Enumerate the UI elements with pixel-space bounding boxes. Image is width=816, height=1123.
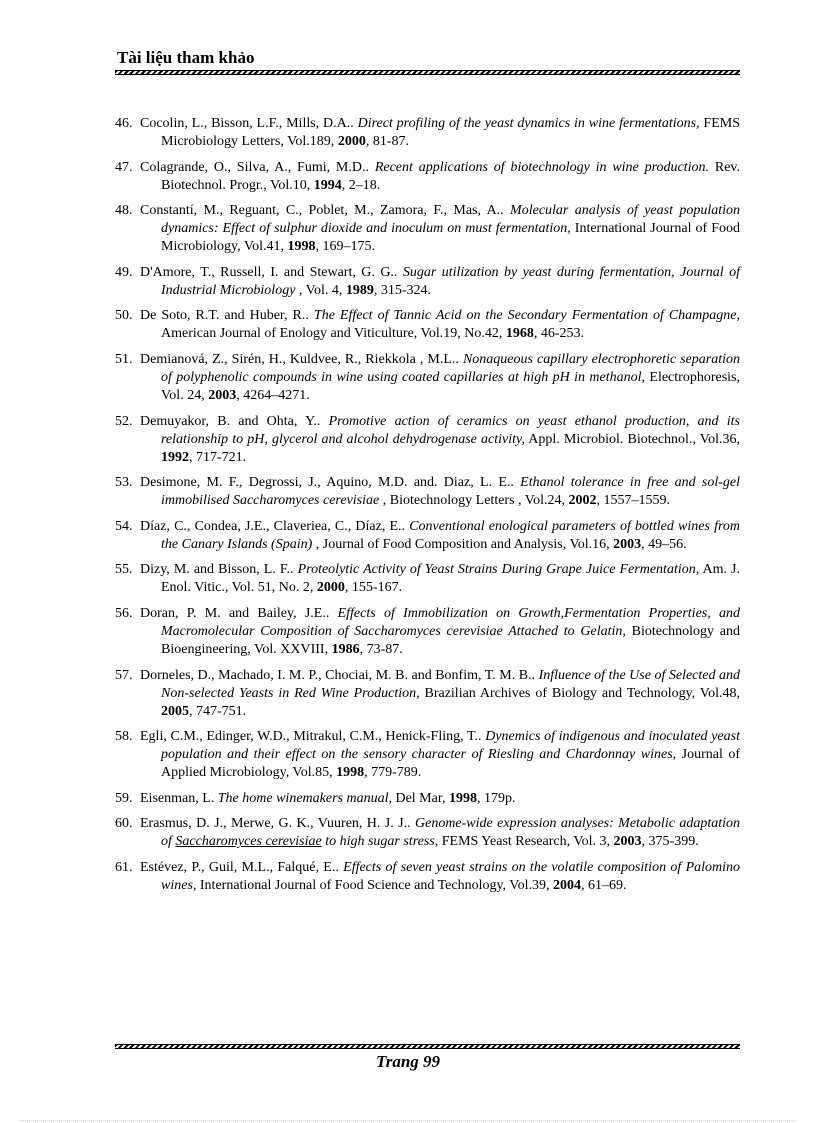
reference-item	[115, 859, 740, 895]
reference-pages: , 4264–4271.	[236, 387, 310, 403]
reference-pages: , 2–18.	[341, 177, 381, 193]
reference-item	[115, 815, 740, 851]
reference-number: 48.	[115, 203, 133, 219]
header-title: Tài liệu tham khảo	[117, 48, 255, 67]
reference-pages: , 1557–1559.	[596, 493, 670, 509]
footer-rule	[115, 1044, 740, 1049]
reference-year: 2003	[208, 387, 237, 403]
reference-number: 47.	[115, 159, 133, 175]
reference-pages: , 155-167.	[344, 580, 403, 596]
reference-year: 2003	[613, 536, 642, 552]
reference-pages: , 779-789.	[364, 765, 422, 781]
reference-source: International Journal of Food Science and Technology, Vol.39,	[196, 877, 553, 893]
reference-source: Journal of Applied Microbiology, Vol.85,	[161, 747, 740, 781]
reference-authors: Eisenman, L.	[140, 790, 218, 806]
reference-item	[115, 728, 740, 782]
reference-source: , Vol. 4,	[295, 282, 346, 298]
reference-title: The home winemakers manual,	[217, 790, 392, 806]
reference-year: 1998	[287, 239, 316, 255]
reference-authors: Díaz, C., Condea, J.E., Claveriea, C., Díaz, E..	[140, 518, 410, 534]
reference-title: Nonaqueous capillary electrophoretic separation of polyphenolic compounds in wine using coated capillaries at high pH in methanol,	[161, 351, 741, 385]
reference-source: American Journal of Enology and Viticulture, Vol.19, No.42,	[161, 326, 506, 342]
reference-title: Genome-wide expression analyses: Metabolic adaptation of	[161, 816, 740, 850]
reference-pages: , 315-324.	[373, 282, 432, 298]
reference-item	[115, 605, 740, 659]
reference-item	[115, 159, 740, 195]
reference-title: Sugar utilization by yeast during fermentation, Journal of Industrial Microbiology	[161, 264, 740, 298]
page-edge	[20, 1120, 796, 1121]
reference-item	[115, 307, 740, 343]
reference-number: 54.	[115, 518, 133, 534]
reference-item	[115, 667, 740, 721]
reference-authors: Egli, C.M., Edinger, W.D., Mitrakul, C.M., Henick-Fling, T..	[140, 729, 486, 745]
reference-title: Ethanol tolerance in free and sol-gel immobilised Saccharomyces cerevisiae	[161, 475, 740, 509]
reference-number: 46.	[115, 116, 133, 131]
reference-pages: , 169–175.	[315, 239, 376, 255]
reference-year: 2003	[613, 834, 642, 850]
reference-pages: , 179p.	[476, 790, 516, 806]
reference-year: 1989	[345, 282, 374, 298]
reference-title: Direct profiling of the yeast dynamics in wine fermentations,	[357, 116, 700, 131]
reference-authors: Constantí, M., Reguant, C., Poblet, M., Zamora, F., Mas, A..	[140, 203, 511, 219]
reference-authors: Erasmus, D. J., Merwe, G. K., Vuuren, H. J. J..	[140, 816, 415, 832]
reference-number: 56.	[115, 605, 133, 621]
reference-pages: , 73-87.	[359, 641, 403, 657]
header-rule	[115, 70, 740, 75]
reference-year: 2000	[337, 134, 366, 149]
reference-source: Del Mar,	[391, 790, 449, 806]
reference-title: Promotive action of ceramics on yeast ethanol production, and its relationship to pH, glycerol and alcohol dehydrogenase activity,	[161, 413, 740, 447]
reference-year: 1968	[505, 326, 534, 342]
reference-authors: Desimone, M. F., Degrossi, J., Aquino, M.D. and. Diaz, L. E..	[140, 475, 521, 491]
reference-year: 2004	[553, 877, 581, 893]
reference-title: Recent applications of biotechnology in wine production.	[374, 159, 710, 175]
reference-authors: Doran, P. M. and Bailey, J.E..	[140, 605, 338, 621]
reference-authors: Dizy, M. and Bisson, L. F..	[140, 562, 298, 578]
reference-number: 57.	[115, 667, 133, 683]
reference-year: 2005	[161, 703, 189, 719]
reference-year: 1992	[161, 449, 189, 465]
reference-year: 1994	[313, 177, 342, 193]
reference-source: FEMS Microbiology Letters, Vol.189,	[161, 116, 740, 149]
reference-authors: Demuyakor, B. and Ohta, Y..	[140, 413, 329, 429]
reference-pages: , 46-253.	[533, 326, 585, 342]
reference-number: 59.	[115, 790, 133, 806]
reference-number: 60.	[115, 816, 133, 832]
reference-source: Rev. Biotechnol. Progr., Vol.10,	[161, 159, 740, 193]
reference-source: International Journal of Food Microbiology, Vol.41,	[161, 221, 740, 255]
reference-title: The Effect of Tannic Acid on the Secondary Fermentation of Champagne,	[313, 308, 741, 324]
reference-authors: Colagrande, O., Silva, A., Fumi, M.D..	[140, 159, 375, 175]
reference-title: Molecular analysis of yeast population dynamics: Effect of sulphur dioxide and inoculum on must fermentation,	[161, 203, 741, 237]
reference-authors: Cocolin, L., Bisson, L.F., Mills, D.A..	[140, 116, 358, 131]
reference-pages: , 81-87.	[365, 134, 409, 149]
reference-authors: Demianová, Z., Sirén, H., Kuldvee, R., Riekkola , M.L..	[140, 351, 463, 367]
reference-number: 61.	[115, 859, 133, 875]
reference-title: Effects of Immobilization on Growth,Fermentation Properties, and Macromolecular Composition of Saccharomyces cerevisiae Attached to Gelatin,	[161, 605, 740, 639]
reference-authors: Dorneles, D., Machado, I. M. P., Chociai, M. B. and Bonfim, T. M. B..	[140, 667, 539, 683]
reference-source: FEMS Yeast Research, Vol. 3,	[438, 834, 614, 850]
reference-year: 1998	[336, 765, 365, 781]
reference-authors: De Soto, R.T. and Huber, R..	[140, 308, 314, 324]
reference-number: 58.	[115, 729, 133, 745]
reference-item	[115, 115, 740, 151]
reference-title: Effects of seven yeast strains on the volatile composition of Palomino wines,	[161, 859, 741, 893]
reference-source: Am. J. Enol. Vitic., Vol. 51, No. 2,	[161, 562, 740, 596]
reference-item	[115, 264, 740, 300]
reference-item	[115, 790, 740, 808]
reference-item	[115, 351, 740, 405]
reference-title-species: Saccharomyces cerevisiae	[175, 834, 322, 850]
reference-source: , Journal of Food Composition and Analysis, Vol.16,	[312, 536, 614, 552]
reference-source: , Biotechnology Letters , Vol.24,	[379, 493, 569, 509]
reference-item	[115, 518, 740, 554]
reference-number: 55.	[115, 562, 133, 578]
reference-number: 49.	[115, 264, 133, 280]
reference-year: 2002	[568, 493, 597, 509]
reference-item	[115, 561, 740, 597]
reference-number: 52.	[115, 413, 133, 429]
reference-title-rest: to high sugar stress,	[321, 834, 439, 850]
reference-year: 1998	[448, 790, 477, 806]
reference-pages: , 375-399.	[641, 834, 699, 850]
reference-number: 51.	[115, 351, 133, 367]
reference-title: Conventional enological parameters of bottled wines from the Canary Islands (Spain)	[161, 518, 741, 552]
reference-title: Proteolytic Activity of Yeast Strains During Grape Juice Fermentation,	[297, 562, 700, 578]
reference-authors: Estévez, P., Guil, M.L., Falqué, E..	[140, 859, 344, 875]
reference-year: 2000	[316, 580, 345, 596]
reference-item	[115, 413, 740, 467]
reference-source: Electrophoresis, Vol. 24,	[161, 369, 740, 403]
reference-pages: , 717-721.	[189, 449, 247, 465]
reference-title: Influence of the Use of Selected and Non-selected Yeasts in Red Wine Production,	[161, 667, 741, 701]
reference-list	[115, 115, 740, 903]
page-number: Trang 99	[375, 1052, 441, 1071]
reference-number: 53.	[115, 475, 133, 491]
reference-year: 1986	[331, 641, 360, 657]
reference-pages: , 49–56.	[641, 536, 687, 552]
reference-item	[115, 202, 740, 256]
reference-source: Biotechnology and Bioengineering, Vol. XXVIII,	[161, 623, 740, 657]
reference-item	[115, 474, 740, 510]
reference-authors: D'Amore, T., Russell, I. and Stewart, G. G..	[140, 264, 403, 280]
reference-source: Appl. Microbiol. Biotechnol., Vol.36,	[524, 431, 740, 447]
reference-title: Dynemics of indigenous and inoculated yeast population and their effect on the sensory character of Riesling and Chardonnay wines,	[161, 729, 740, 763]
reference-pages: , 747-751.	[189, 703, 247, 719]
reference-pages: , 61–69.	[581, 877, 627, 893]
reference-source: Brazilian Archives of Biology and Technology, Vol.48,	[419, 685, 740, 701]
reference-number: 50.	[115, 308, 133, 324]
